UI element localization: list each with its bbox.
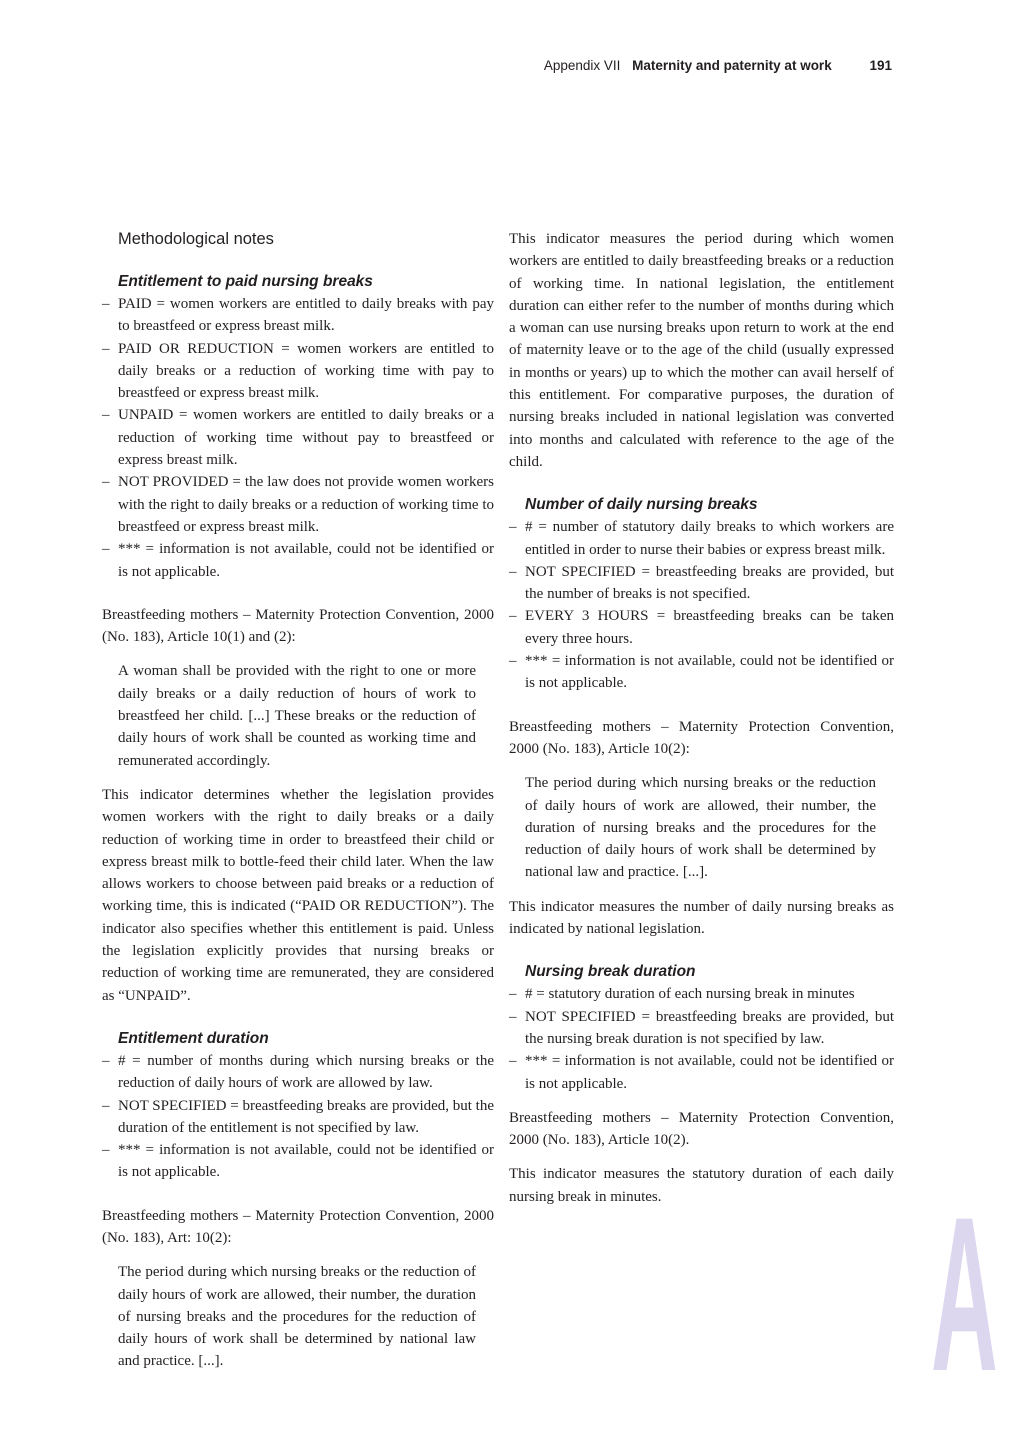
- list-item: – NOT SPECIFIED = breastfeeding breaks are provided, but the nursing break duration is not specified by law.: [509, 1006, 894, 1051]
- body-paragraph: This indicator measures the period during which women workers are entitled to daily breastfeeding breaks or a reduction of working time. In national legislation, the entitlement duration can either refer to the number of months during which a woman can use nursing breaks upon return to work at the end of maternity leave or to the age of the child (usually expressed in months or years) up to which the mother can avail herself of this entitlement. For comparative purposes, the duration of nursing breaks included in national legislation was converted into months and calculated with reference to the age of the child.: [509, 231, 894, 470]
- definition-list: [509, 516, 894, 694]
- list-item: – *** = information is not available, could not be identified or is not applicable.: [509, 650, 894, 695]
- list-item: – NOT PROVIDED = the law does not provide women workers with the right to daily breaks or a reduction of working time to breastfeed or express breast milk.: [102, 471, 494, 538]
- appendix-tab-letter: A: [931, 1171, 998, 1417]
- source-citation: Breastfeeding mothers – Maternity Protection Convention, 2000 (No. 183), Art: 10(2):: [102, 1207, 494, 1246]
- definition-list: [509, 983, 894, 1094]
- list-item: – # = number of months during which nursing breaks or the reduction of daily hours of work are allowed by law.: [102, 1050, 494, 1095]
- list-item: – UNPAID = women workers are entitled to daily breaks or a reduction of working time without pay to breastfeed or express breast milk.: [102, 404, 494, 471]
- list-item: – NOT SPECIFIED = breastfeeding breaks are provided, but the number of breaks is not specified.: [509, 561, 894, 606]
- left-column: [102, 228, 494, 1373]
- list-item: – PAID OR REDUCTION = women workers are entitled to daily breaks or a reduction of working time with pay to breastfeed or express breast milk.: [102, 338, 494, 405]
- list-item: – *** = information is not available, could not be identified or is not applicable.: [102, 538, 494, 583]
- list-item: – # = number of statutory daily breaks to which workers are entitled in order to nurse their babies or express breast milk.: [509, 516, 894, 561]
- appendix-label: Appendix VII: [543, 58, 621, 73]
- source-citation: Breastfeeding mothers – Maternity Protection Convention, 2000 (No. 183), Article 10(2).: [509, 1109, 894, 1149]
- block-quote: The period during which nursing breaks or the reduction of daily hours of work are allowed, their number, the duration of nursing breaks and the procedures for the reduction of daily hours of work shall be determined by national law and practice. [...].: [118, 1264, 476, 1370]
- subsection-title-number-of-breaks: Number of daily nursing breaks: [525, 496, 758, 514]
- subsection-title-duration: Entitlement duration: [118, 1029, 269, 1047]
- list-item: – # = statutory duration of each nursing break in minutes: [509, 983, 894, 1005]
- chapter-title: Maternity and paternity at work: [632, 58, 832, 73]
- definition-list: [102, 1050, 494, 1184]
- list-item: – *** = information is not available, could not be identified or is not applicable.: [102, 1139, 494, 1184]
- list-item: – PAID = women workers are entitled to daily breaks with pay to breastfeed or express breast milk.: [102, 293, 494, 338]
- section-heading: Methodological notes: [118, 230, 274, 248]
- source-citation: Breastfeeding mothers – Maternity Protection Convention, 2000 (No. 183), Article 10(1) and (2):: [102, 606, 494, 646]
- block-quote: The period during which nursing breaks or the reduction of daily hours of work are allowed, their number, the duration of nursing breaks and the procedures for the reduction of daily hours of work shall be determined by national law and practice. [...].: [525, 775, 876, 881]
- list-item: – NOT SPECIFIED = breastfeeding breaks are provided, but the duration of the entitlement is not specified by law.: [102, 1095, 494, 1140]
- subsection-title-break-duration: Nursing break duration: [525, 963, 696, 981]
- body-paragraph: This indicator determines whether the legislation provides women workers with the right to daily breaks or a daily reduction of working time in order to breastfeed their child or express breast milk to bottle-feed their child later. When the law allows workers to choose between paid breaks or a reduction of working time, this is indicated (“PAID OR REDUCTION”). The indicator also specifies whether this entitlement is paid. Unless the legislation explicitly provides that nursing breaks or reduction of working time are remunerated, they are considered as “UNPAID”.: [102, 786, 494, 1004]
- list-item: – *** = information is not available, could not be identified or is not applicable.: [509, 1050, 894, 1095]
- page-number: 191: [869, 58, 892, 73]
- right-column: [509, 228, 894, 1208]
- definition-list: [102, 293, 494, 583]
- body-paragraph: This indicator measures the statutory duration of each daily nursing break in minutes.: [509, 1166, 894, 1205]
- running-header: [0, 58, 892, 73]
- source-citation: Breastfeeding mothers – Maternity Protection Convention, 2000 (No. 183), Article 10(2):: [509, 718, 894, 757]
- subsection-title-paid-breaks: Entitlement to paid nursing breaks: [118, 273, 373, 290]
- block-quote: A woman shall be provided with the right to one or more daily breaks or a daily reduction of hours of work to breastfeed her child. [...] These breaks or the reduction of daily hours of work shall be counted as working time and remunerated accordingly.: [118, 663, 476, 769]
- body-paragraph: This indicator measures the number of daily nursing breaks as indicated by national legislation.: [509, 898, 894, 938]
- list-item: – EVERY 3 HOURS = breastfeeding breaks can be taken every three hours.: [509, 605, 894, 650]
